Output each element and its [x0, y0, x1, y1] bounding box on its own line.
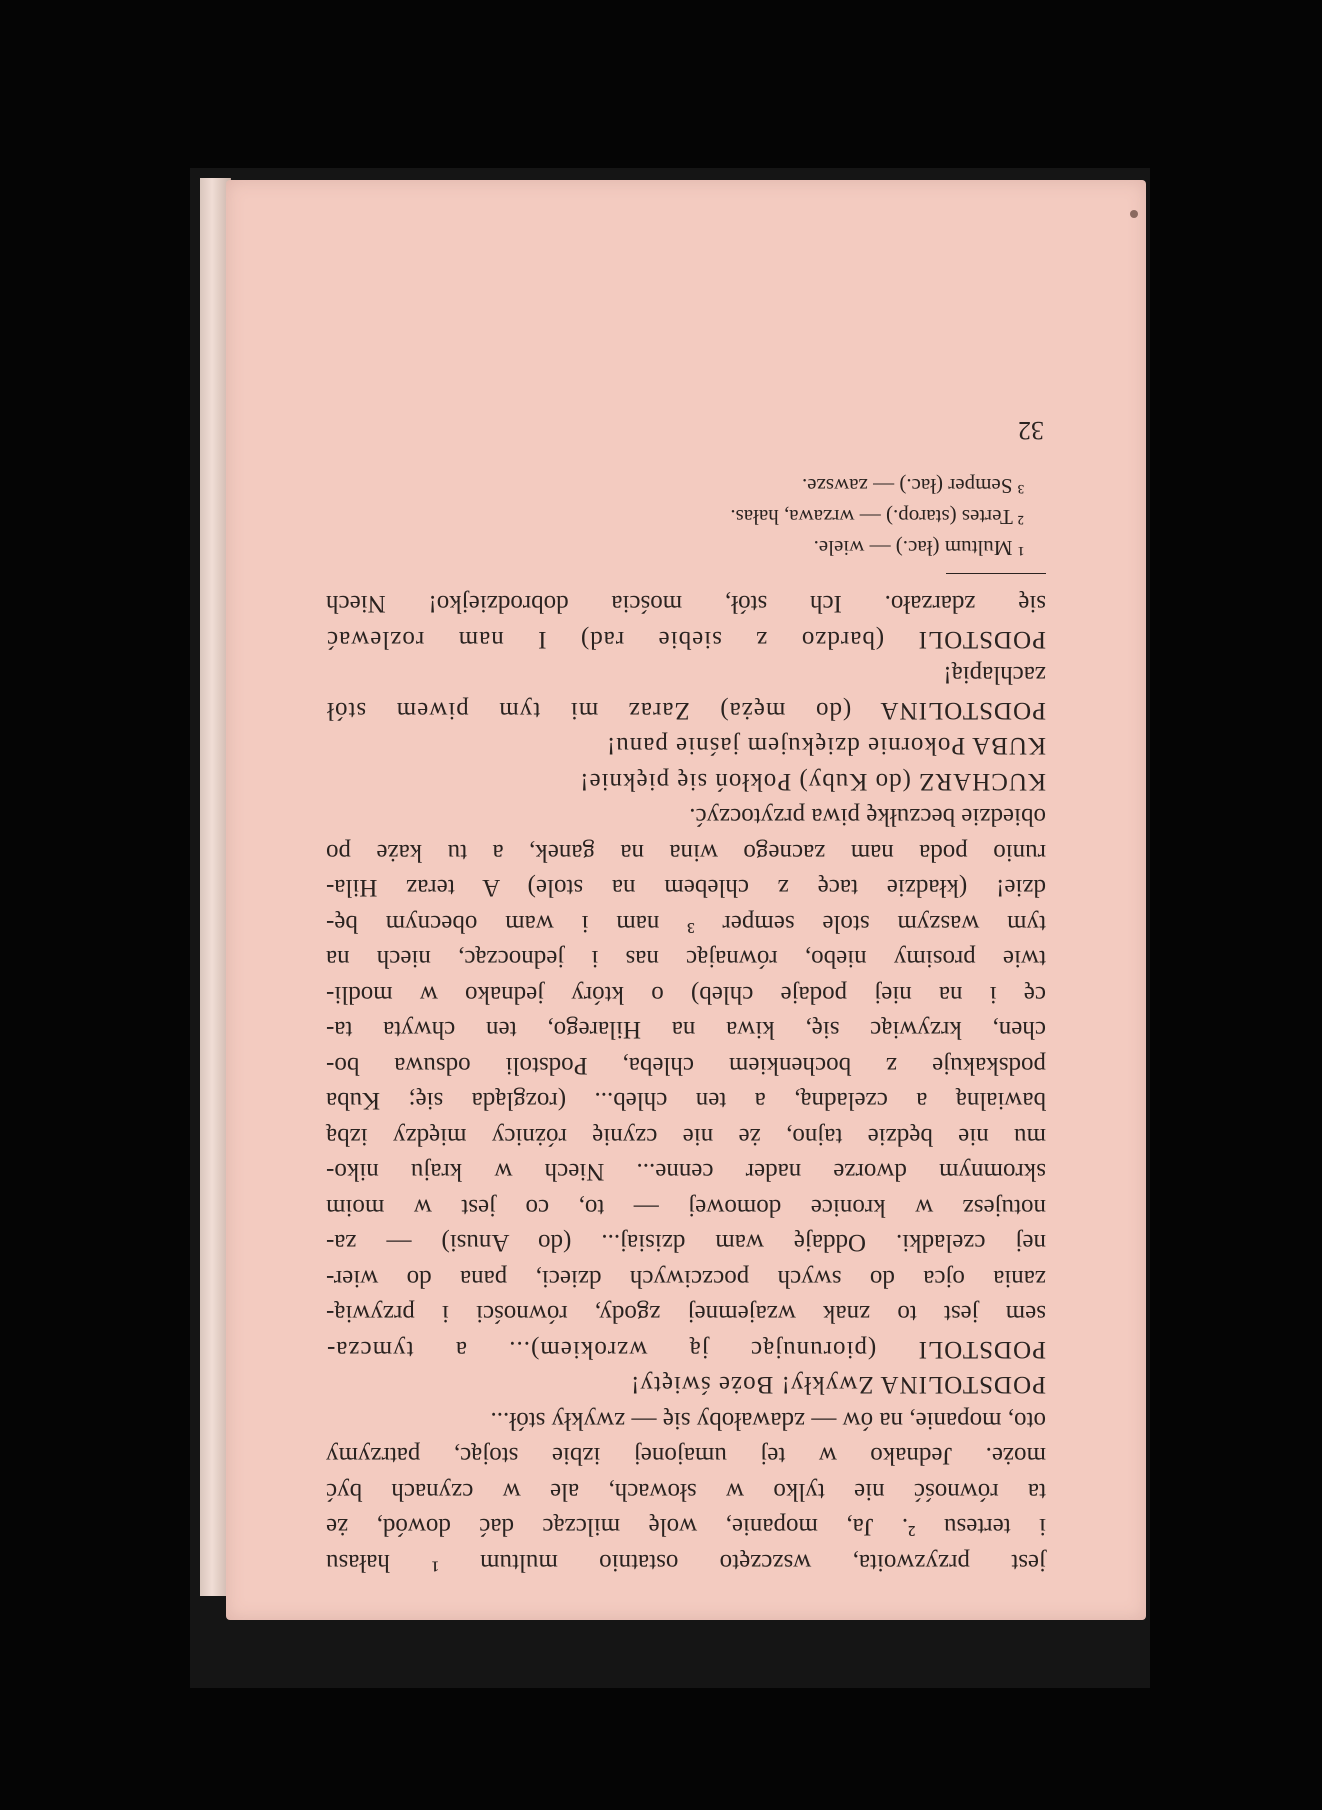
text-line: ta równość nie tylko w słowach, ale w czynach być: [326, 1478, 1046, 1505]
speaker-line: KUBA Pokornie dziękujem jaśnie panu!: [605, 732, 1046, 760]
text-line: bawialną a czeladną, a ten chleb... (rozgląda się; Kuba: [326, 1087, 1046, 1115]
text-line: tym waszym stole semper ³ nam i wam obecnym bę-: [326, 910, 1046, 937]
text-line: może. Jednako w tej umajonej izbie stojąc, patrzymy: [326, 1442, 1046, 1470]
page-number: 32: [1018, 416, 1044, 445]
text-line: mu nie będzie tajno, że nie czynię różnicy między izbą: [326, 1123, 1046, 1150]
page-content-upside-down: [326, 270, 1046, 1580]
text-line: oto, mopanie, na ów — zdawałoby się — zwykły stół...: [490, 1407, 1046, 1434]
book-page: [226, 180, 1146, 1620]
speaker-line: PODSTOLI (piorunując ją wzrokiem)... a tymcza-: [326, 1336, 1046, 1363]
speaker-line: PODSTOLINA (do męża) Zaraz mi tym piwem stół: [326, 697, 1046, 724]
text-line: jest przyzwoita, wszczęto ostatnio multum ¹ hałasu: [326, 1549, 1046, 1576]
footnote: ² Tertes (starop.) — wrzawa, hałas.: [730, 505, 1024, 529]
text-line: chen, krzywiąc się, kiwa na Hilarego, ten chwyta ta-: [326, 1016, 1046, 1044]
speaker-line: KUCHARZ (do Kuby) Pokłoń się pięknie!: [579, 768, 1046, 795]
footnote: ¹ Multum (łac.) — wiele.: [813, 536, 1024, 560]
text-line: podskakuje z bochenkiem chleba, Podstoli odsuwa bo-: [326, 1052, 1046, 1079]
footnotes: [326, 470, 1046, 563]
footnote: ³ Semper (łac.) — zawsze.: [801, 474, 1024, 498]
text-line: notujesz w kronice domowej — to, co jest w moim: [326, 1194, 1046, 1221]
text-line: cę i na niej podaje chleb) o który jednako w modli-: [326, 981, 1046, 1008]
footnote-divider: [946, 573, 1046, 574]
speaker-line: PODSTOLI (bardzo z siebie rad) I nam rozlewać: [326, 626, 1046, 653]
text-line: sem jest to znak wzajemnej zgody, równości i przywią-: [326, 1300, 1046, 1328]
text-line: obiedzie beczułkę piwa przytoczyć.: [689, 803, 1046, 831]
text-line: i tertesu ². Ja, mopanie, wolę milcząc dać dowód, że: [326, 1513, 1046, 1541]
text-line: dzie! (kładzie tacę z chlebem na stole) A teraz Hila-: [326, 874, 1046, 902]
speaker-line: PODSTOLINA Zwykły! Boże święty!: [630, 1371, 1046, 1399]
page-body: [326, 586, 1046, 1580]
text-line: twie prosimy niebo, równając nas i jednocząc, niech na: [326, 945, 1046, 973]
text-line: nej czeladki. Oddaję wam dzisiaj... (do Anusi) — za-: [326, 1229, 1046, 1257]
page-mark: [1130, 210, 1138, 218]
text-line: runio poda nam zacnego wina na ganek, a tu każe po: [326, 839, 1046, 866]
text-line: skromnym dworze nader cenne... Niech w kraju niko-: [326, 1158, 1046, 1186]
text-line: się zdarzało. Ich stół, mościa dobrodziejko! Niech: [326, 590, 1046, 618]
text-line: zania ojca do swych poczciwych dzieci, pana do wier-: [326, 1265, 1046, 1292]
text-line: zachlapią!: [943, 661, 1046, 689]
